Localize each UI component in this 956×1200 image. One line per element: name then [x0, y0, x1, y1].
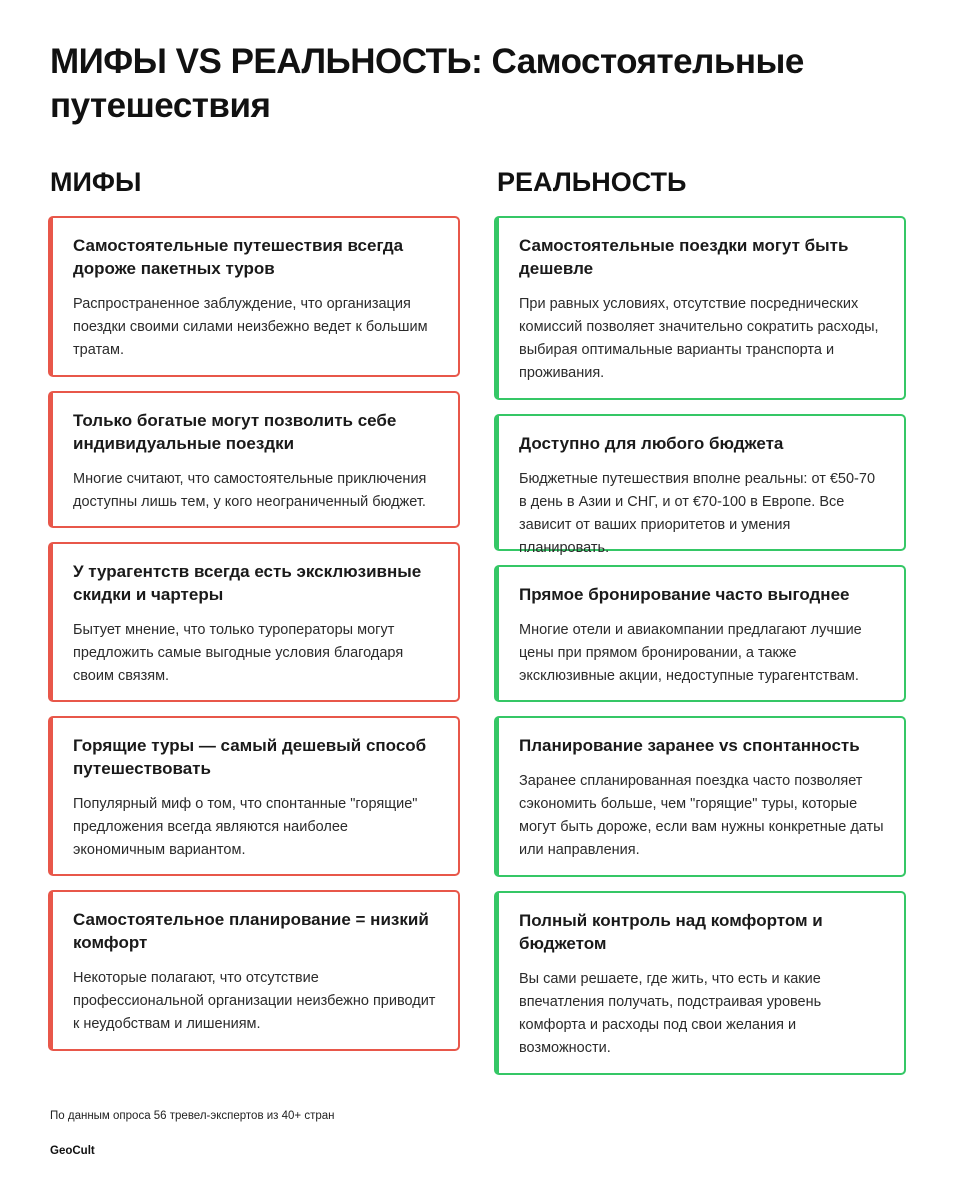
- myth-card: [48, 542, 460, 702]
- reality-card: [494, 216, 906, 400]
- footnote: По данным опроса 56 тревел-экспертов из 40+ стран: [50, 1110, 335, 1122]
- myth-card-text: Некоторые полагают, что отсутствие профессиональной организации неизбежно приводит к неудобствам и лишениям.: [73, 970, 436, 1032]
- myth-card-text: Бытует мнение, что только туроператоры могут предложить самые выгодные условия благодаря своим связям.: [73, 622, 404, 684]
- reality-card-text: При равных условиях, отсутствие посреднических комиссий позволяет значительно сократить расходы, выбирая оптимальные варианты транспорта и проживания.: [519, 296, 879, 381]
- reality-card-text: Заранее спланированная поездка часто позволяет сэкономить больше, чем "горящие" туры, которые могут быть дороже, если вам нужны конкретные даты или направления.: [519, 773, 884, 858]
- myth-card: [48, 890, 460, 1051]
- myth-card-title: У турагентств всегда есть эксклюзивные скидки и чартеры: [73, 562, 422, 604]
- myth-card-title: Горящие туры — самый дешевый способ путешествовать: [73, 736, 427, 778]
- myth-card: [48, 216, 460, 377]
- reality-card-title: Планирование заранее vs спонтанность: [519, 736, 860, 755]
- myth-card-title: Самостоятельные путешествия всегда дороже пакетных туров: [73, 236, 404, 278]
- myth-card: [48, 716, 460, 876]
- reality-card-title: Доступно для любого бюджета: [519, 434, 784, 453]
- reality-card: [494, 565, 906, 702]
- myths-heading: МИФЫ: [50, 167, 142, 197]
- reality-card-title: Прямое бронирование часто выгоднее: [519, 585, 850, 604]
- page-title: МИФЫ VS РЕАЛЬНОСТЬ: Самостоятельные путешествия: [50, 42, 804, 125]
- reality-card-text: Вы сами решаете, где жить, что есть и какие впечатления получать, подстраивая уровень комфорта и расходы под свои желания и возможности.: [519, 971, 822, 1056]
- reality-card-title: Самостоятельные поездки могут быть дешевле: [519, 236, 849, 278]
- reality-heading: РЕАЛЬНОСТЬ: [497, 167, 687, 197]
- reality-card-title: Полный контроль над комфортом и бюджетом: [519, 911, 823, 953]
- myth-card: [48, 391, 460, 528]
- reality-card: [494, 716, 906, 877]
- reality-card-text: Бюджетные путешествия вполне реальны: от €50-70 в день в Азии и СНГ, и от €70-100 в Европе. Все зависит от ваших приоритетов и умения планировать.: [519, 471, 876, 556]
- myth-card-text: Популярный миф о том, что спонтанные "горящие" предложения всегда являются наиболее экономичным вариантом.: [73, 796, 418, 858]
- myth-card-title: Только богатые могут позволить себе индивидуальные поездки: [73, 411, 397, 453]
- myth-card-text: Многие считают, что самостоятельные приключения доступны лишь тем, у кого неограниченный бюджет.: [73, 471, 427, 510]
- reality-card: [494, 414, 906, 556]
- myth-card-text: Распространенное заблуждение, что организация поездки своими силами неизбежно ведет к большим тратам.: [73, 296, 428, 358]
- myth-card-title: Самостоятельное планирование = низкий комфорт: [73, 910, 429, 952]
- reality-card-text: Многие отели и авиакомпании предлагают лучшие цены при прямом бронировании, а также эксклюзивные акции, недоступные турагентствам.: [519, 622, 862, 684]
- brand-logo-text: GeoCult: [50, 1145, 95, 1157]
- reality-card: [494, 891, 906, 1075]
